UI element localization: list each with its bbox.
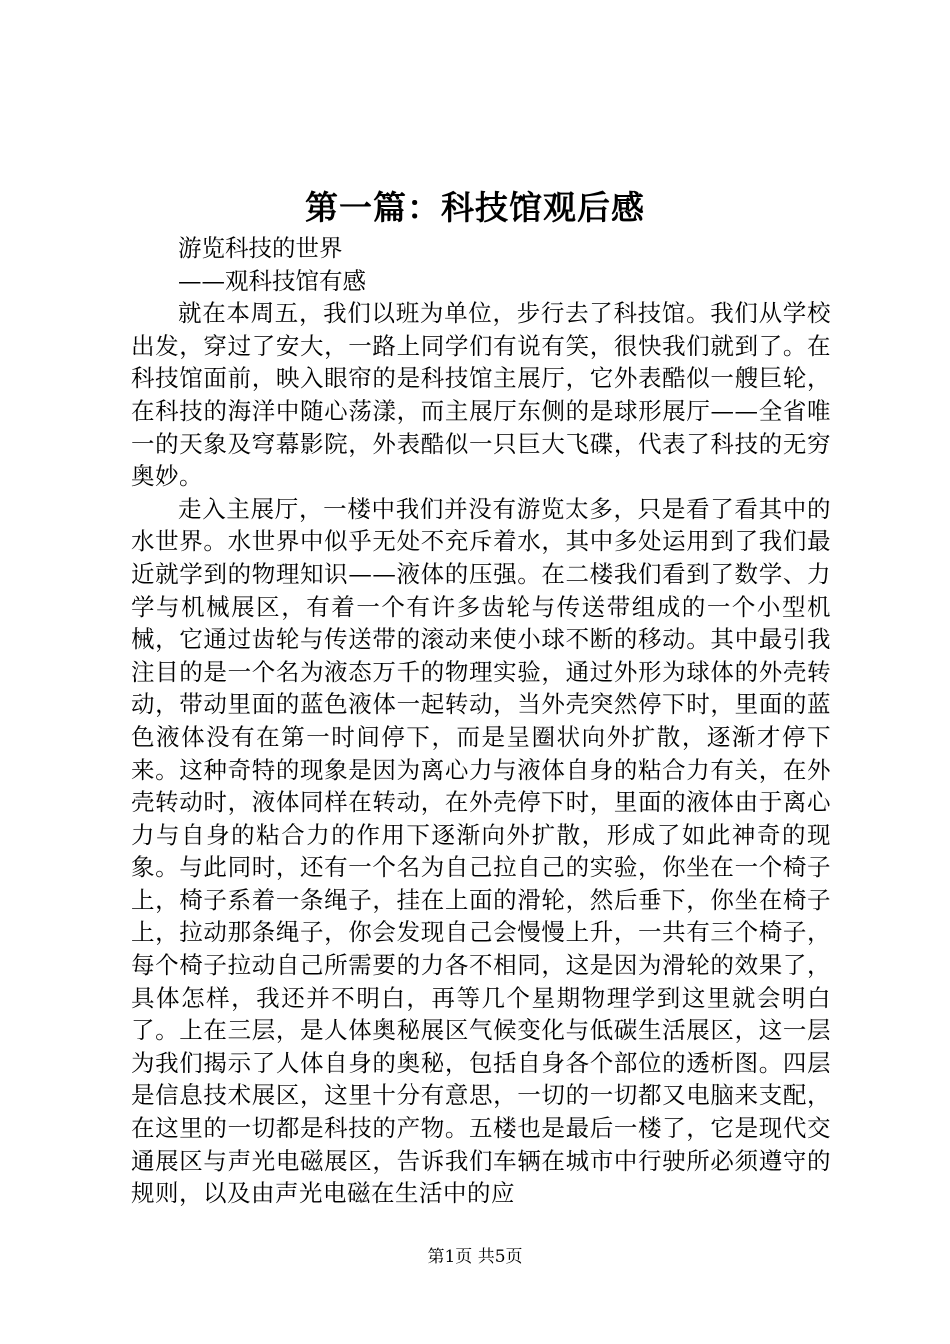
document-body	[131, 232, 831, 1210]
document-title: 第一篇：科技馆观后感	[305, 188, 645, 227]
page-footer: 第1页 共5页	[427, 1247, 523, 1267]
subtitle-main: 游览科技的世界	[178, 234, 343, 262]
paragraph-1: 就在本周五，我们以班为单位，步行去了科技馆。我们从学校出发，穿过了安大，一路上同学们有说有笑，很快我们就到了。在科技馆面前，映入眼帘的是科技馆主展厅，它外表酷似一艘巨轮，在科技的海洋中随心荡漾，而主展厅东侧的是球形展厅——全省唯一的天象及穹幕影院，外表酷似一只巨大飞碟，代表了科技的无穷奥妙。	[131, 299, 831, 491]
subtitle-secondary: ——观科技馆有感	[178, 266, 366, 295]
paragraph-2: 走入主展厅，一楼中我们并没有游览太多，只是看了看其中的水世界。水世界中似乎无处不充斥着水，其中多处运用到了我们最近就学到的物理知识——液体的压强。在二楼我们看到了数学、力学与机械展区，有着一个有许多齿轮与传送带组成的一个小型机械，它通过齿轮与传送带的滚动来使小球不断的移动。其中最引我注目的是一个名为液态万千的物理实验，通过外形为球体的外壳转动，带动里面的蓝色液体一起转动，当外壳突然停下时，里面的蓝色液体没有在第一时间停下，而是呈圈状向外扩散，逐渐才停下来。这种奇特的现象是因为离心力与液体自身的粘合力有关，在外壳转动时，液体同样在转动，在外壳停下时，里面的液体由于离心力与自身的粘合力的作用下逐渐向外扩散，形成了如此神奇的现象。与此同时，还有一个名为自己拉自己的实验，你坐在一个椅子上，椅子系着一条绳子，挂在上面的滑轮，然后垂下，你坐在椅子上，拉动那条绳子，你会发现自己会慢慢上升，一共有三个椅子，每个椅子拉动自己所需要的力各不相同，这是因为滑轮的效果了，具体怎样，我还并不明白，再等几个星期物理学到这里就会明白了。上在三层，是人体奥秘展区气候变化与低碳生活展区，这一层为我们揭示了人体自身的奥秘，包括自身各个部位的透析图。四层是信息技术展区，这里十分有意思，一切的一切都又电脑来支配，在这里的一切都是科技的产物。五楼也是最后一楼了，它是现代交通展区与声光电磁展区，告诉我们车辆在城市中行驶所必须遵守的规则，以及由声光电磁在生活中的应	[131, 494, 831, 1208]
